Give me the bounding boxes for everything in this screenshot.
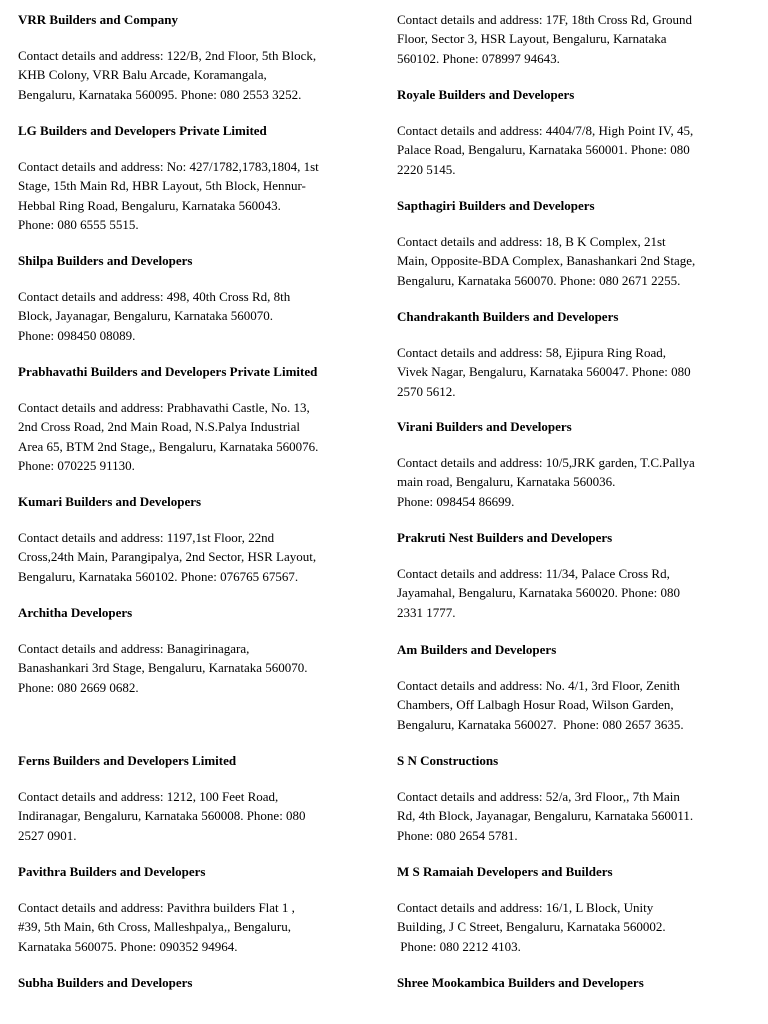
contact-details-line: Vivek Nagar, Bengaluru, Karnataka 560047. Phone: 080 (397, 364, 691, 380)
contact-details-line: Floor, Sector 3, HSR Layout, Bengaluru, Karnataka (397, 31, 667, 47)
company-entry-royale-builders-and-developers (397, 85, 759, 179)
company-name: Virani Builders and Developers (397, 419, 572, 434)
contact-details-line: Contact details and address: No. 4/1, 3rd Floor, Zenith (397, 678, 680, 693)
company-name: Prakruti Nest Builders and Developers (397, 530, 613, 545)
contact-details-line: 2570 5612. (397, 383, 456, 399)
contact-details-line: Contact details and address: 122/B, 2nd Floor, 5th Block, (18, 48, 317, 63)
contact-details-line: main road, Bengaluru, Karnataka 560036. (397, 474, 616, 490)
contact-details (18, 46, 380, 104)
contact-details-line: Contact details and address: Pavithra builders Flat 1 , (18, 900, 295, 915)
company-entry-m-s-ramaiah-developers-and-builders (397, 862, 759, 956)
contact-details-line: Cross,24th Main, Parangipalya, 2nd Sector, HSR Layout, (18, 549, 317, 565)
contact-details (397, 787, 759, 845)
contact-details-line: 2331 1777. (397, 604, 456, 620)
company-name: Architha Developers (18, 605, 133, 620)
contact-details (18, 898, 380, 956)
contact-details-line: Contact details and address: 11/34, Palace Cross Rd, (397, 566, 670, 581)
contact-details-line: Bengaluru, Karnataka 560095. Phone: 080 2553 3252. (18, 86, 302, 102)
contact-details-line: Contact details and address: 16/1, L Block, Unity (397, 900, 654, 915)
company-name: Royale Builders and Developers (397, 87, 575, 102)
contact-details-line: Contact details and address: Prabhavathi Castle, No. 13, (18, 400, 310, 415)
company-name: Pavithra Builders and Developers (18, 864, 206, 879)
contact-details-line: Jayamahal, Bengaluru, Karnataka 560020. Phone: 080 (397, 585, 681, 601)
company-entry-prabhavathi-builders-and-developers-private-limited (18, 362, 380, 475)
contact-details-line: Indiranagar, Bengaluru, Karnataka 560008. Phone: 080 (18, 808, 306, 824)
company-entry-shilpa-builders-and-developers (18, 251, 380, 345)
contact-details-line: Phone: 080 2212 4103. (397, 938, 521, 954)
company-name: VRR Builders and Company (18, 12, 179, 27)
company-name: Shree Mookambica Builders and Developers (397, 975, 644, 990)
company-name: Subha Builders and Developers (18, 975, 193, 990)
contact-details-line: Contact details and address: No: 427/1782,1783,1804, 1st (18, 159, 319, 174)
contact-details (18, 398, 380, 475)
contact-details-line: Contact details and address: 1212, 100 Feet Road, (18, 789, 279, 804)
company-name: Prabhavathi Builders and Developers Private Limited (18, 364, 318, 379)
company-name: Am Builders and Developers (397, 642, 557, 657)
company-entry-prakruti-nest-builders-and-developers (397, 528, 759, 622)
company-entry-am-builders-and-developers (397, 640, 759, 734)
contact-details-line: Hebbal Ring Road, Bengaluru, Karnataka 560043. (18, 197, 281, 213)
company-entry-shree-mookambica-builders-and-developers (397, 973, 759, 992)
contact-details-line: Contact details and address: 1197,1st Floor, 22nd (18, 530, 275, 545)
company-entry-ferns-builders-and-developers-limited (18, 751, 380, 845)
contact-details-line: Bengaluru, Karnataka 560102. Phone: 076765 67567. (18, 568, 299, 584)
company-entry-sapthagiri-builders-and-developers (397, 196, 759, 290)
contact-details (397, 232, 759, 290)
contact-details-line: 2527 0901. (18, 827, 77, 843)
contact-details (397, 343, 759, 401)
company-name: Ferns Builders and Developers Limited (18, 753, 237, 768)
company-name: Sapthagiri Builders and Developers (397, 198, 595, 213)
contact-details-line: Block, Jayanagar, Bengaluru, Karnataka 560070. (18, 308, 274, 324)
company-entry-chandrakanth-builders-and-developers (397, 307, 759, 401)
contact-details-line: Contact details and address: 52/a, 3rd Floor,, 7th Main (397, 789, 680, 804)
contact-details-line: Phone: 080 6555 5515. (18, 216, 139, 232)
contact-details-line: Stage, 15th Main Rd, HBR Layout, 5th Block, Hennur- (18, 178, 306, 194)
company-entry-virani-builders-and-developers (397, 417, 759, 511)
company-entry-pavithra-builders-and-developers (18, 862, 380, 956)
contact-details (18, 639, 380, 697)
contact-details-line: KHB Colony, VRR Balu Arcade, Koramangala, (18, 67, 267, 83)
company-name: Kumari Builders and Developers (18, 494, 202, 509)
contact-details (18, 787, 380, 845)
contact-details (18, 287, 380, 345)
contact-details-line: Contact details and address: 10/5,JRK garden, T.C.Pallya (397, 455, 695, 470)
company-entry-s-n-constructions (397, 751, 759, 845)
contact-details-line: Rd, 4th Block, Jayanagar, Bengaluru, Karnataka 560011. (397, 808, 694, 824)
company-entry-kumari-builders-and-developers (18, 492, 380, 586)
contact-details-line: 2nd Cross Road, 2nd Main Road, N.S.Palya Industrial (18, 419, 301, 435)
contact-details-line: Contact details and address: 17F, 18th Cross Rd, Ground (397, 12, 693, 27)
contact-details-line: Palace Road, Bengaluru, Karnataka 560001. Phone: 080 (397, 142, 690, 158)
contact-details-line: Karnataka 560075. Phone: 090352 94964. (18, 938, 238, 954)
contact-details-line: Chambers, Off Lalbagh Hosur Road, Wilson Garden, (397, 697, 674, 713)
contact-details-line: Contact details and address: Banagirinagara, (18, 641, 250, 656)
continued-contact-details (397, 10, 759, 68)
contact-details-line: Area 65, BTM 2nd Stage,, Bengaluru, Karnataka 560076. (18, 438, 319, 454)
contact-details-line: Phone: 098454 86699. (397, 493, 515, 509)
contact-details-line: Main, Opposite-BDA Complex, Banashankari 2nd Stage, (397, 253, 696, 269)
contact-details-line: Contact details and address: 18, B K Complex, 21st (397, 234, 666, 249)
contact-details-line: Phone: 080 2669 0682. (18, 679, 139, 695)
contact-details-line: Bengaluru, Karnataka 560070. Phone: 080 2671 2255. (397, 272, 681, 288)
contact-details-line: Contact details and address: 498, 40th Cross Rd, 8th (18, 289, 291, 304)
company-name: M S Ramaiah Developers and Builders (397, 864, 613, 879)
contact-details-line: Phone: 080 2654 5781. (397, 827, 518, 843)
contact-details-line: Phone: 098450 08089. (18, 327, 136, 343)
company-entry-subha-builders-and-developers (18, 973, 380, 992)
company-entry-lg-builders-and-developers-private-limited (18, 121, 380, 234)
company-name: Shilpa Builders and Developers (18, 253, 193, 268)
contact-details (18, 157, 380, 234)
contact-details (397, 121, 759, 179)
contact-details (18, 528, 380, 586)
company-name: Chandrakanth Builders and Developers (397, 309, 619, 324)
company-name: LG Builders and Developers Private Limited (18, 123, 267, 138)
contact-details (397, 676, 759, 734)
contact-details-line: #39, 5th Main, 6th Cross, Malleshpalya,, Bengaluru, (18, 919, 291, 935)
contact-details-line: 2220 5145. (397, 161, 456, 177)
company-entry-architha-developers (18, 603, 380, 697)
contact-details-line: Phone: 070225 91130. (18, 457, 135, 473)
contact-details-line: 560102. Phone: 078997 94643. (397, 50, 560, 66)
contact-details (397, 10, 759, 68)
contact-details (397, 564, 759, 622)
company-entry-vrr-builders-and-company (18, 10, 380, 104)
contact-details-line: Contact details and address: 4404/7/8, High Point IV, 45, (397, 123, 694, 138)
contact-details-line: Bengaluru, Karnataka 560027. Phone: 080 2657 3635. (397, 716, 684, 732)
contact-details (397, 453, 759, 511)
contact-details-line: Contact details and address: 58, Ejipura Ring Road, (397, 345, 666, 360)
contact-details-line: Banashankari 3rd Stage, Bengaluru, Karnataka 560070. (18, 660, 308, 676)
contact-details (397, 898, 759, 956)
company-name: S N Constructions (397, 753, 499, 768)
contact-details-line: Building, J C Street, Bengaluru, Karnataka 560002. (397, 919, 666, 935)
